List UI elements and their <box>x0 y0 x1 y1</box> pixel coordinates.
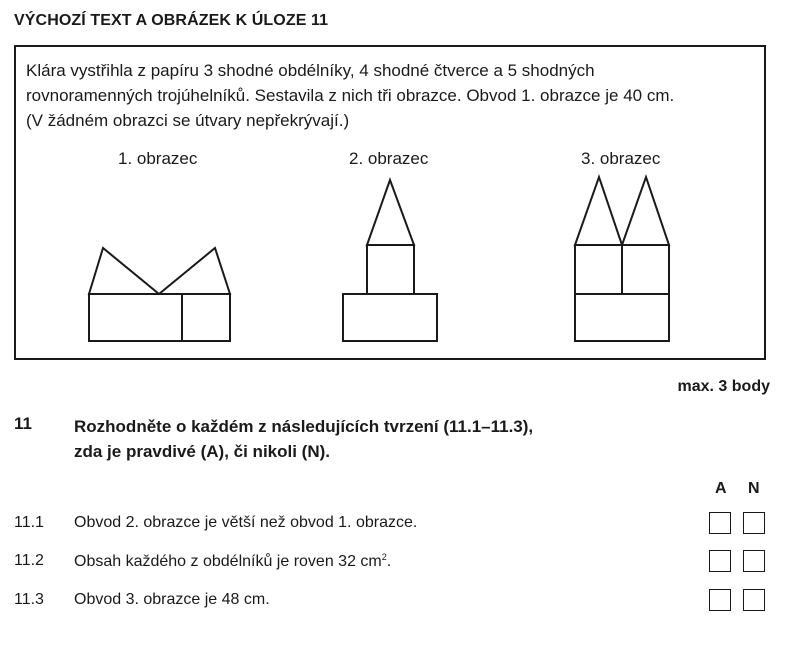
superscript: 2 <box>381 552 387 562</box>
statement-11-1-checkbox-n[interactable] <box>743 512 765 534</box>
fig2-triangle <box>367 180 414 245</box>
intro-line-1: Klára vystřihla z papíru 3 shodné obdélníky, 4 shodné čtverce a 5 shodných <box>26 61 595 80</box>
question-line-2: zda je pravdivé (A), či nikoli (N). <box>74 442 330 461</box>
fig3-triangle-left <box>575 177 622 245</box>
statement-text-main: Obvod 3. obrazce je 48 cm. <box>74 591 270 608</box>
statement-11-2-checkbox-a[interactable] <box>709 550 731 572</box>
intro-line-2: rovnoramenných trojúhelníků. Sestavila z nich tři obrazce. Obvod 1. obrazce je 40 cm. <box>26 86 675 105</box>
fig3-rectangle <box>575 294 669 341</box>
fig3-triangle-right <box>622 177 669 245</box>
statement-number: 11.3 <box>14 591 44 608</box>
question-number: 11 <box>14 414 32 433</box>
max-points: max. 3 body <box>677 378 770 395</box>
statement-text <box>74 514 417 532</box>
fig1-triangle-right <box>159 248 230 294</box>
figure-2-label: 2. obrazec <box>349 149 429 168</box>
statement-text <box>74 591 270 609</box>
statement-number: 11.1 <box>14 514 44 531</box>
fig1-square <box>182 294 230 341</box>
figure-3-label: 3. obrazec <box>581 149 661 168</box>
statement-text-main: Obsah každého z obdélníků je roven 32 cm <box>74 553 382 570</box>
column-head-yes: A <box>715 480 727 497</box>
column-head-no: N <box>748 480 760 497</box>
question-text <box>74 414 533 464</box>
statement-11-3-checkbox-n[interactable] <box>743 589 765 611</box>
statement-text-main: Obvod 2. obrazce je větší než obvod 1. obrazce. <box>74 514 418 531</box>
fig3-square-left <box>575 245 622 294</box>
fig1-triangle-left <box>89 248 159 294</box>
figure-2 <box>343 180 437 341</box>
statement-number: 11.2 <box>14 552 44 569</box>
intro-line-3: (V žádném obrazci se útvary nepřekrývají.) <box>26 111 350 130</box>
fig3-square-right <box>622 245 669 294</box>
statement-text <box>74 552 391 571</box>
fig2-square <box>367 245 414 294</box>
statement-11-3-checkbox-a[interactable] <box>709 589 731 611</box>
statement-11-2-checkbox-n[interactable] <box>743 550 765 572</box>
question-line-1: Rozhodněte o každém z následujících tvrzení (11.1–11.3), <box>74 417 534 436</box>
fig1-rectangle <box>89 294 182 341</box>
figure-1 <box>89 248 230 341</box>
statement-11-1-checkbox-a[interactable] <box>709 512 731 534</box>
figure-1-label: 1. obrazec <box>118 149 198 168</box>
task-heading: VÝCHOZÍ TEXT A OBRÁZEK K ÚLOZE 11 <box>14 12 329 29</box>
fig2-rectangle <box>343 294 437 341</box>
statement-text-end: . <box>386 553 392 570</box>
figure-3 <box>575 177 669 341</box>
